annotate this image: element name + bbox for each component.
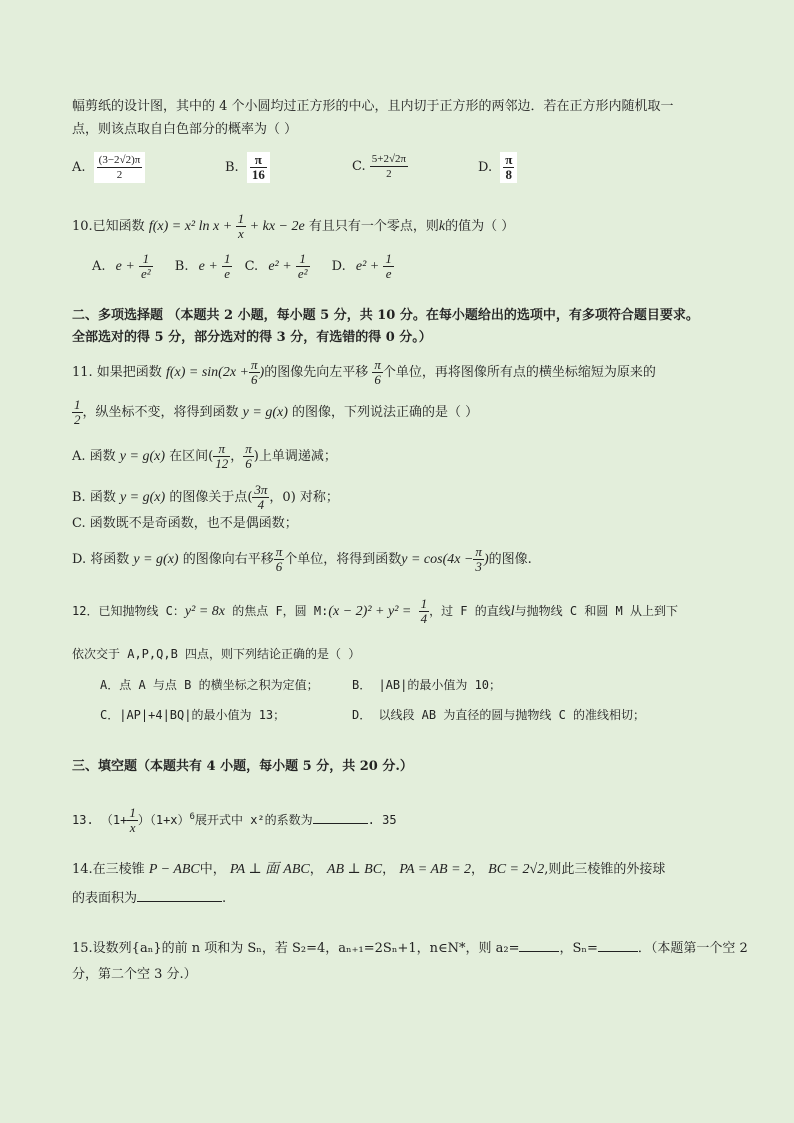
q11-frac1-num: π xyxy=(251,357,258,372)
q10-suffix: 有且只有一个零点，则 xyxy=(308,219,439,234)
q14-p6: ， xyxy=(309,862,323,877)
q11-B5: ，0) 对称； xyxy=(269,490,339,505)
q13-line: 13. （1+ $\frac{1}{x}$ ）$(1+x)^6$展开式中 x²的系数为 . 35 xyxy=(72,805,397,835)
q12-p5-den: 4 xyxy=(420,611,428,626)
q10-prefix: 10.已知函数 xyxy=(72,219,145,234)
q10-optC-num: 1 xyxy=(296,252,310,267)
q11-D4-num: π xyxy=(275,544,283,559)
q10-func: f(x) = x² ln x + xyxy=(148,219,236,234)
q11-line2 xyxy=(72,398,478,427)
q9-optC-label: C. xyxy=(352,159,366,174)
q9-optC-num: 5+2√2π xyxy=(371,153,407,165)
q11-A3: 在区间 xyxy=(169,449,209,464)
q11-p1: 11. 如果把函数 xyxy=(72,365,162,380)
q14-line2-text: 的表面积为 xyxy=(72,891,138,906)
q11-B3: 的图像关于点 xyxy=(169,490,248,505)
q12-p7: l xyxy=(510,604,515,619)
section2-heading-line1: 二、多项选择题 （本题共 2 小题，每小题 5 分，共 10 分。在每小题给出的选项中，有多项符合题目要求。 xyxy=(72,308,699,323)
q10-k: k xyxy=(438,219,446,234)
q9-optA-box xyxy=(94,152,146,183)
q10-optD-den: e xyxy=(385,266,392,281)
q11-B4-den: 4 xyxy=(257,497,265,512)
q10-frac-den: x xyxy=(238,226,244,241)
q11-D7-den: 3 xyxy=(475,559,482,574)
q15-p3: ．（本题第一个空 2 xyxy=(637,941,748,956)
q11-optC: C. 函数既不是奇函数，也不是偶函数； xyxy=(72,516,298,531)
q14-line1 xyxy=(72,861,665,879)
q14-p2: P − ABC xyxy=(148,862,200,877)
q12-optA: A．点 A 与点 B 的横坐标之积为定值； xyxy=(100,678,319,692)
q15-p1: 15.设数列{aₙ}的前 n 项和为 Sₙ，若 S₂=4，aₙ₊₁=2Sₙ+1，n∈N*，则 a₂= xyxy=(72,941,520,956)
q15-answer-blank-a2[interactable] xyxy=(519,951,559,952)
q14-p10: ， xyxy=(471,862,485,877)
q13-frac-den: x xyxy=(129,820,136,835)
q9-optB-den: 16 xyxy=(251,167,265,182)
q11-frac2-num: π xyxy=(374,357,381,372)
q11-optA: A. 函数 y = g(x) 在区间( $\frac{\pi}{12}$ ， $\frac{\pi}{6}$ )上单调递减； xyxy=(72,441,337,471)
q14-p8: ， xyxy=(382,862,396,877)
q11-B2: y = g(x) xyxy=(119,490,166,505)
q10-optD-num: 1 xyxy=(385,251,392,266)
q10-optA-den: e² xyxy=(140,266,151,281)
q10-optB-den: e xyxy=(224,266,231,281)
q11-B1: B. 函数 xyxy=(72,490,116,505)
q10-optA-num: 1 xyxy=(139,252,153,267)
q11-A6: 上单调递减； xyxy=(258,449,337,464)
q11-gx: y = g(x) xyxy=(242,405,288,420)
q15-answer-blank-sn[interactable] xyxy=(598,951,638,952)
q11-half-num: 1 xyxy=(74,397,81,412)
q12-p4: (x − 2)² + y² = xyxy=(328,604,412,619)
q9-optD-label: D. xyxy=(478,160,493,175)
q14-p7: AB ⊥ BC xyxy=(326,862,383,877)
q11-D8: ) xyxy=(483,552,489,567)
q11-D7-num: π xyxy=(475,544,482,559)
q12-p1: 12．已知抛物线 C： xyxy=(72,604,185,618)
q14-line2 xyxy=(72,890,226,908)
q11-func: f(x) = sin(2x + xyxy=(165,365,249,380)
q11-p7: 个单位，再将图像所有点的横坐标缩短为原来的 xyxy=(382,365,656,380)
section3-heading: 三、填空题（本题共有 4 小题，每小题 5 分，共 20 分.） xyxy=(72,759,413,774)
q11-A4-num: π xyxy=(213,442,230,457)
q11-optB: B. 函数 y = g(x) 的图像关于点( $\frac{3\pi}{4}$ ，0) 对称； xyxy=(72,482,339,512)
q14-p11: BC = 2√2 xyxy=(488,862,545,877)
q11-paren: ) xyxy=(259,365,265,380)
q11-optD xyxy=(72,545,532,574)
q11-A5-den: 6 xyxy=(245,456,252,471)
q14-answer-blank[interactable] xyxy=(137,901,222,902)
q11-D1: D. 将函数 xyxy=(72,552,130,567)
q10-optD-expr: e² + xyxy=(355,259,380,274)
q14-p1: 14.在三棱锥 xyxy=(72,862,145,877)
q11-p10: 的图像，下列说法正确的是（ ） xyxy=(292,405,479,420)
q9-optD-den: 8 xyxy=(505,167,513,182)
q15-line1 xyxy=(72,940,748,958)
q9-optD-num: π xyxy=(505,152,513,167)
q10-optC-label: C. xyxy=(244,259,259,274)
q12-p5-num: 1 xyxy=(420,596,428,611)
q10-stem xyxy=(72,212,514,241)
q11-half-den: 2 xyxy=(74,412,81,427)
q11-D6: y = cos(4x − xyxy=(401,552,474,567)
q14-p3: 中， xyxy=(199,862,226,877)
q10-suffix2: 的值为（ ） xyxy=(445,219,515,234)
q11-A2: y = g(x) xyxy=(119,449,165,464)
q9-optB-box xyxy=(247,152,270,183)
q12-p3: 的焦点 F，圆 M: xyxy=(232,604,329,618)
q11-frac1-den: 6 xyxy=(251,372,258,387)
q11-p5: 的图像先向左平移 xyxy=(264,365,369,380)
q13-p1: 13. （1+ xyxy=(72,813,128,827)
q10-frac-num: 1 xyxy=(237,211,245,226)
q10-optB-num: 1 xyxy=(223,251,231,266)
q14-p4: PA ⊥ 面 xyxy=(229,862,280,877)
q12-p2: y² = 8x xyxy=(184,604,225,619)
q10-optD-label: D. xyxy=(331,259,346,274)
q12-p8: 与抛物线 C 和圆 M 从上到下 xyxy=(514,604,679,618)
q12-p6: ，过 F 的直线 xyxy=(429,604,511,618)
q12-optD: D． 以线段 AB 为直径的圆与抛物线 C 的准线相切； xyxy=(352,708,646,722)
q9-optA-label: A. xyxy=(72,160,86,175)
q15-p2: ，Sₙ= xyxy=(559,941,598,956)
q11-D5: 个单位，将得到函数 xyxy=(284,552,402,567)
q10-optA-label: A. xyxy=(92,259,106,274)
q14-p12: ,则此三棱锥的外接球 xyxy=(544,862,666,877)
q14-line2-end: . xyxy=(222,891,227,906)
q12-optC: C．|AP|+4|BQ|的最小值为 13； xyxy=(100,708,286,722)
q10-func-tail: + kx − 2e xyxy=(246,219,305,234)
q11-D2: y = g(x) xyxy=(133,552,179,567)
q9-optB xyxy=(225,152,270,183)
q11-B4-num: 3π xyxy=(254,482,268,497)
q11-D3: 的图像向右平移 xyxy=(182,552,274,567)
q13-answer-blank[interactable] xyxy=(313,823,368,824)
q12-line2: 依次交于 A,P,Q,B 四点，则下列结论正确的是（ ） xyxy=(72,647,361,661)
q10-options xyxy=(92,252,394,281)
q9-line2: 点，则该点取自白色部分的概率为（ ） xyxy=(72,122,298,137)
q11-frac2-den: 6 xyxy=(374,372,381,387)
q11-line1 xyxy=(72,358,656,387)
q9-optC-den: 2 xyxy=(386,168,392,180)
q11-A1: A. 函数 xyxy=(72,449,116,464)
q14-p5: ABC xyxy=(283,862,310,877)
q10-optB-expr: e + xyxy=(198,259,218,274)
q9-optD xyxy=(478,152,517,183)
q9-options xyxy=(72,152,145,183)
q13-p2: ）（1+x） xyxy=(137,813,190,827)
q11-A5-num: π xyxy=(245,441,252,456)
q9-optC xyxy=(352,152,408,181)
q12-optB: B． |AB|的最小值为 10； xyxy=(352,678,502,692)
q9-optA-num: (3−2√2)π xyxy=(98,154,141,166)
q10-optC-den: e² xyxy=(297,266,308,281)
q10-optA-expr: e + xyxy=(115,259,135,274)
q11-D9: 的图像. xyxy=(488,552,532,567)
q11-p8: ，纵坐标不变，将得到函数 xyxy=(82,405,239,420)
q9-optB-num: π xyxy=(250,153,267,168)
q11-D4-den: 6 xyxy=(275,559,283,574)
q9-line1: 幅剪纸的设计图，其中的 4 个小圆均过正方形的中心，且内切于正方形的两邻边．若在正方形内随机取一 xyxy=(72,99,674,114)
q12-line1 xyxy=(72,597,678,626)
q13-p4: . 35 xyxy=(367,813,397,827)
q13-frac-num: 1 xyxy=(129,805,136,820)
q10-optB-label: B. xyxy=(174,259,189,274)
q9-optB-label: B. xyxy=(225,160,239,175)
q14-p9: PA = AB = 2 xyxy=(399,862,472,877)
q13-p3: 展开式中 x²的系数为 xyxy=(194,813,313,827)
q15-line2: 分，第二个空 3 分.） xyxy=(72,967,197,982)
section2-heading-line2: 全部选对的得 5 分，部分选对的得 3 分，有选错的得 0 分。） xyxy=(72,330,432,345)
q9-optA-den: 2 xyxy=(116,169,123,181)
q10-optC-expr: e² + xyxy=(268,259,292,274)
q11-A4-den: 12 xyxy=(215,456,229,471)
q9-optD-box xyxy=(500,152,517,183)
